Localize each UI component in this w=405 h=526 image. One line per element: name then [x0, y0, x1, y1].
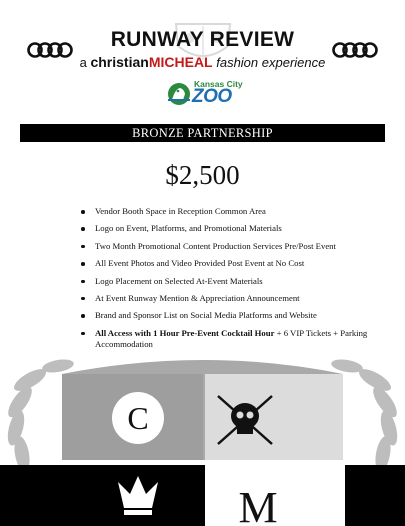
benefit-item: Brand and Sponsor List on Social Media Platforms and Website	[80, 310, 380, 321]
vip-benefit-rest: + 6 VIP Tickets + Parking Accommodation	[95, 327, 368, 350]
benefit-item: Two Month Promotional Content Production Services Pre/Post Event	[80, 241, 380, 252]
tier-banner: BRONZE PARTNERSHIP	[20, 124, 385, 142]
crest-logo	[0, 352, 405, 526]
crest-letter-m: M	[238, 483, 278, 526]
subtitle-suffix: fashion experience	[212, 55, 326, 70]
subtitle-prefix: a	[79, 55, 91, 70]
crest-letter-c: C	[127, 400, 149, 436]
benefit-item: All Event Photos and Video Provided Post Event at No Cost	[80, 258, 380, 269]
tier-price: $2,500	[165, 160, 240, 190]
benefit-item: Logo on Event, Platforms, and Promotional Materials	[80, 223, 380, 234]
vip-benefit-bold: All Access with 1 Hour Pre-Event Cocktail Hour	[95, 327, 275, 338]
benefit-item-vip	[80, 328, 380, 351]
zoo-city-label: Kansas City	[194, 79, 243, 89]
header	[0, 0, 405, 120]
event-title: RUNWAY REVIEW	[110, 28, 295, 51]
brand-name	[90, 54, 212, 70]
zoo-label: ZOO	[192, 86, 232, 107]
benefit-item: Logo Placement on Selected At-Event Materials	[80, 276, 380, 287]
brand-first: christian	[90, 54, 149, 70]
benefits-list	[80, 206, 380, 356]
event-subtitle	[0, 54, 405, 70]
brand-second: MICHEAL	[148, 54, 213, 70]
benefit-item: At Event Runway Mention & Appreciation Announcement	[80, 293, 380, 304]
benefit-item: Vendor Booth Space in Reception Common Area	[80, 206, 380, 217]
